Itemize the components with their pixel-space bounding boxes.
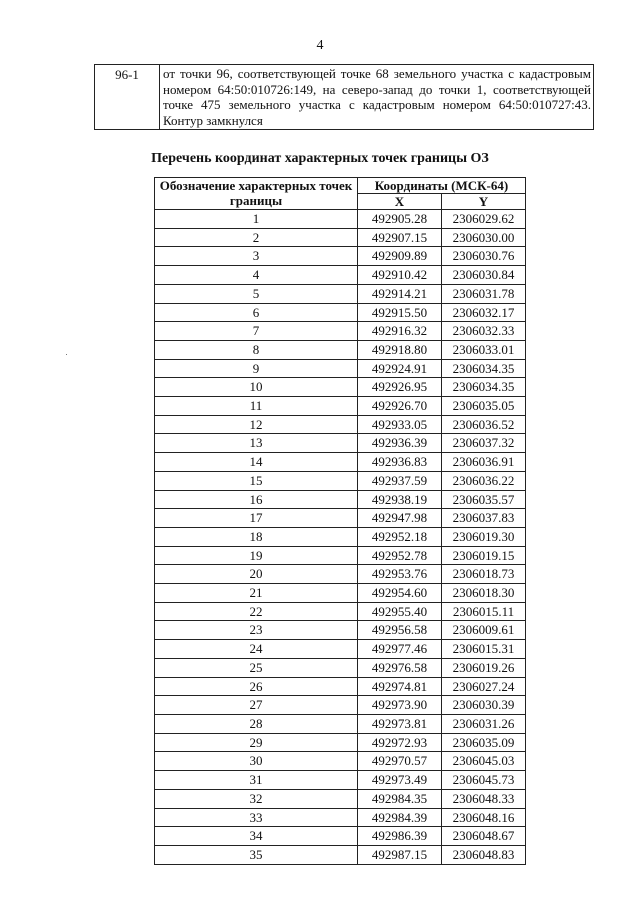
y-coordinate-cell: 2306037.32 <box>442 434 526 453</box>
y-coordinate-cell: 2306030.39 <box>442 696 526 715</box>
point-number-cell: 5 <box>155 284 358 303</box>
table-row <box>155 359 526 378</box>
table-row <box>155 415 526 434</box>
point-number-cell: 34 <box>155 827 358 846</box>
y-coordinate-cell: 2306034.35 <box>442 378 526 397</box>
point-number-cell: 18 <box>155 527 358 546</box>
coordinates-table <box>154 177 526 865</box>
point-number-cell: 31 <box>155 771 358 790</box>
x-coordinate-cell: 492926.95 <box>358 378 442 397</box>
y-coordinate-cell: 2306035.05 <box>442 397 526 416</box>
table-row <box>155 696 526 715</box>
table-row <box>155 752 526 771</box>
y-coordinate-cell: 2306048.16 <box>442 808 526 827</box>
x-coordinate-cell: 492984.35 <box>358 789 442 808</box>
x-coordinate-cell: 492986.39 <box>358 827 442 846</box>
x-coordinate-cell: 492909.89 <box>358 247 442 266</box>
table-row <box>155 584 526 603</box>
coordinates-table-body <box>155 210 526 865</box>
point-number-cell: 4 <box>155 266 358 285</box>
x-coordinate-cell: 492905.28 <box>358 210 442 229</box>
closing-entry-table <box>94 64 594 130</box>
y-coordinate-cell: 2306031.78 <box>442 284 526 303</box>
table-row <box>155 565 526 584</box>
y-coordinate-cell: 2306036.22 <box>442 471 526 490</box>
y-coordinate-cell: 2306036.52 <box>442 415 526 434</box>
y-coordinate-cell: 2306019.15 <box>442 546 526 565</box>
x-coordinate-cell: 492973.81 <box>358 714 442 733</box>
x-coordinate-cell: 492970.57 <box>358 752 442 771</box>
x-coordinate-cell: 492952.18 <box>358 527 442 546</box>
x-coordinate-cell: 492937.59 <box>358 471 442 490</box>
point-number-cell: 32 <box>155 789 358 808</box>
closing-entry-id: 96-1 <box>95 65 160 130</box>
x-coordinate-cell: 492976.58 <box>358 658 442 677</box>
y-coordinate-cell: 2306015.31 <box>442 640 526 659</box>
y-coordinate-cell: 2306019.30 <box>442 527 526 546</box>
x-coordinate-cell: 492910.42 <box>358 266 442 285</box>
point-number-cell: 33 <box>155 808 358 827</box>
point-number-cell: 3 <box>155 247 358 266</box>
y-coordinate-cell: 2306032.17 <box>442 303 526 322</box>
coordinates-system-header: Координаты (МСК-64) <box>358 178 526 194</box>
x-coordinate-cell: 492915.50 <box>358 303 442 322</box>
table-row <box>155 789 526 808</box>
y-coordinate-cell: 2306009.61 <box>442 621 526 640</box>
point-number-cell: 11 <box>155 397 358 416</box>
section-title: Перечень координат характерных точек границы ОЗ <box>151 151 489 166</box>
point-number-cell: 27 <box>155 696 358 715</box>
point-number-cell: 23 <box>155 621 358 640</box>
x-coordinate-cell: 492907.15 <box>358 228 442 247</box>
x-coordinate-cell: 492914.21 <box>358 284 442 303</box>
table-row <box>155 434 526 453</box>
table-row <box>155 397 526 416</box>
y-coordinate-cell: 2306048.33 <box>442 789 526 808</box>
table-row <box>155 602 526 621</box>
table-row <box>155 677 526 696</box>
page-number: 4 <box>316 38 324 53</box>
x-coordinate-cell: 492924.91 <box>358 359 442 378</box>
table-row <box>155 471 526 490</box>
y-coordinate-cell: 2306018.73 <box>442 565 526 584</box>
table-row <box>155 322 526 341</box>
x-coordinate-cell: 492974.81 <box>358 677 442 696</box>
y-coordinate-cell: 2306036.91 <box>442 453 526 472</box>
table-row <box>155 210 526 229</box>
x-coordinate-cell: 492956.58 <box>358 621 442 640</box>
closing-entry-text: от точки 96, соответствующей точке 68 земельного участка с кадастровым номером 64:50:010726:149, на северо-запад до точки 1, соответствующей точке 475 земельного участка с кадастровым номером 64:50:010727:43. Контур замкнулся <box>160 65 594 130</box>
y-coordinate-cell: 2306031.26 <box>442 714 526 733</box>
table-row <box>155 621 526 640</box>
table-row <box>155 378 526 397</box>
table-row <box>155 228 526 247</box>
point-designation-header: Обозначение характерных точек границы <box>155 178 358 210</box>
coordinates-header-row <box>155 178 526 194</box>
point-number-cell: 13 <box>155 434 358 453</box>
point-number-cell: 6 <box>155 303 358 322</box>
y-coordinate-cell: 2306030.76 <box>442 247 526 266</box>
y-coordinate-cell: 2306030.84 <box>442 266 526 285</box>
y-coordinate-cell: 2306048.83 <box>442 845 526 864</box>
y-coordinate-cell: 2306019.26 <box>442 658 526 677</box>
table-row <box>155 247 526 266</box>
table-row <box>155 808 526 827</box>
x-coordinate-cell: 492984.39 <box>358 808 442 827</box>
point-number-cell: 29 <box>155 733 358 752</box>
point-number-cell: 28 <box>155 714 358 733</box>
point-number-cell: 1 <box>155 210 358 229</box>
x-coordinate-cell: 492938.19 <box>358 490 442 509</box>
y-coordinate-cell: 2306030.00 <box>442 228 526 247</box>
y-coordinate-cell: 2306015.11 <box>442 602 526 621</box>
y-coordinate-cell: 2306045.73 <box>442 771 526 790</box>
y-coordinate-cell: 2306035.57 <box>442 490 526 509</box>
y-coordinate-cell: 2306027.24 <box>442 677 526 696</box>
point-number-cell: 22 <box>155 602 358 621</box>
y-coordinate-cell: 2306048.67 <box>442 827 526 846</box>
point-number-cell: 35 <box>155 845 358 864</box>
point-number-cell: 14 <box>155 453 358 472</box>
point-number-cell: 12 <box>155 415 358 434</box>
x-coordinate-cell: 492953.76 <box>358 565 442 584</box>
point-number-cell: 20 <box>155 565 358 584</box>
y-coordinate-cell: 2306034.35 <box>442 359 526 378</box>
point-number-cell: 2 <box>155 228 358 247</box>
y-coordinate-cell: 2306045.03 <box>442 752 526 771</box>
y-coordinate-cell: 2306029.62 <box>442 210 526 229</box>
point-number-cell: 30 <box>155 752 358 771</box>
table-row <box>155 845 526 864</box>
point-number-cell: 10 <box>155 378 358 397</box>
point-number-cell: 8 <box>155 340 358 359</box>
table-row <box>155 771 526 790</box>
point-number-cell: 21 <box>155 584 358 603</box>
point-number-cell: 15 <box>155 471 358 490</box>
closing-entry-row <box>95 65 594 130</box>
x-coordinate-cell: 492955.40 <box>358 602 442 621</box>
x-coordinate-cell: 492973.90 <box>358 696 442 715</box>
x-coordinate-cell: 492918.80 <box>358 340 442 359</box>
point-number-cell: 16 <box>155 490 358 509</box>
point-number-cell: 25 <box>155 658 358 677</box>
x-coordinate-cell: 492936.83 <box>358 453 442 472</box>
table-row <box>155 340 526 359</box>
table-row <box>155 266 526 285</box>
point-number-cell: 7 <box>155 322 358 341</box>
x-coordinate-cell: 492933.05 <box>358 415 442 434</box>
point-number-cell: 19 <box>155 546 358 565</box>
x-coordinate-cell: 492987.15 <box>358 845 442 864</box>
point-number-cell: 9 <box>155 359 358 378</box>
x-coordinate-cell: 492954.60 <box>358 584 442 603</box>
table-row <box>155 640 526 659</box>
table-row <box>155 527 526 546</box>
x-coordinate-cell: 492952.78 <box>358 546 442 565</box>
y-coordinate-cell: 2306018.30 <box>442 584 526 603</box>
table-row <box>155 453 526 472</box>
point-number-cell: 17 <box>155 509 358 528</box>
x-coordinate-cell: 492926.70 <box>358 397 442 416</box>
stray-mark <box>66 354 67 355</box>
y-coordinate-cell: 2306032.33 <box>442 322 526 341</box>
table-row <box>155 284 526 303</box>
point-number-cell: 24 <box>155 640 358 659</box>
table-row <box>155 546 526 565</box>
table-row <box>155 490 526 509</box>
table-row <box>155 827 526 846</box>
x-coordinate-cell: 492947.98 <box>358 509 442 528</box>
x-coordinate-cell: 492973.49 <box>358 771 442 790</box>
x-header: X <box>358 194 442 210</box>
table-row <box>155 303 526 322</box>
table-row <box>155 509 526 528</box>
table-row <box>155 733 526 752</box>
table-row <box>155 714 526 733</box>
x-coordinate-cell: 492972.93 <box>358 733 442 752</box>
y-coordinate-cell: 2306033.01 <box>442 340 526 359</box>
x-coordinate-cell: 492936.39 <box>358 434 442 453</box>
x-coordinate-cell: 492916.32 <box>358 322 442 341</box>
y-coordinate-cell: 2306037.83 <box>442 509 526 528</box>
x-coordinate-cell: 492977.46 <box>358 640 442 659</box>
point-number-cell: 26 <box>155 677 358 696</box>
y-coordinate-cell: 2306035.09 <box>442 733 526 752</box>
y-header: Y <box>442 194 526 210</box>
table-row <box>155 658 526 677</box>
